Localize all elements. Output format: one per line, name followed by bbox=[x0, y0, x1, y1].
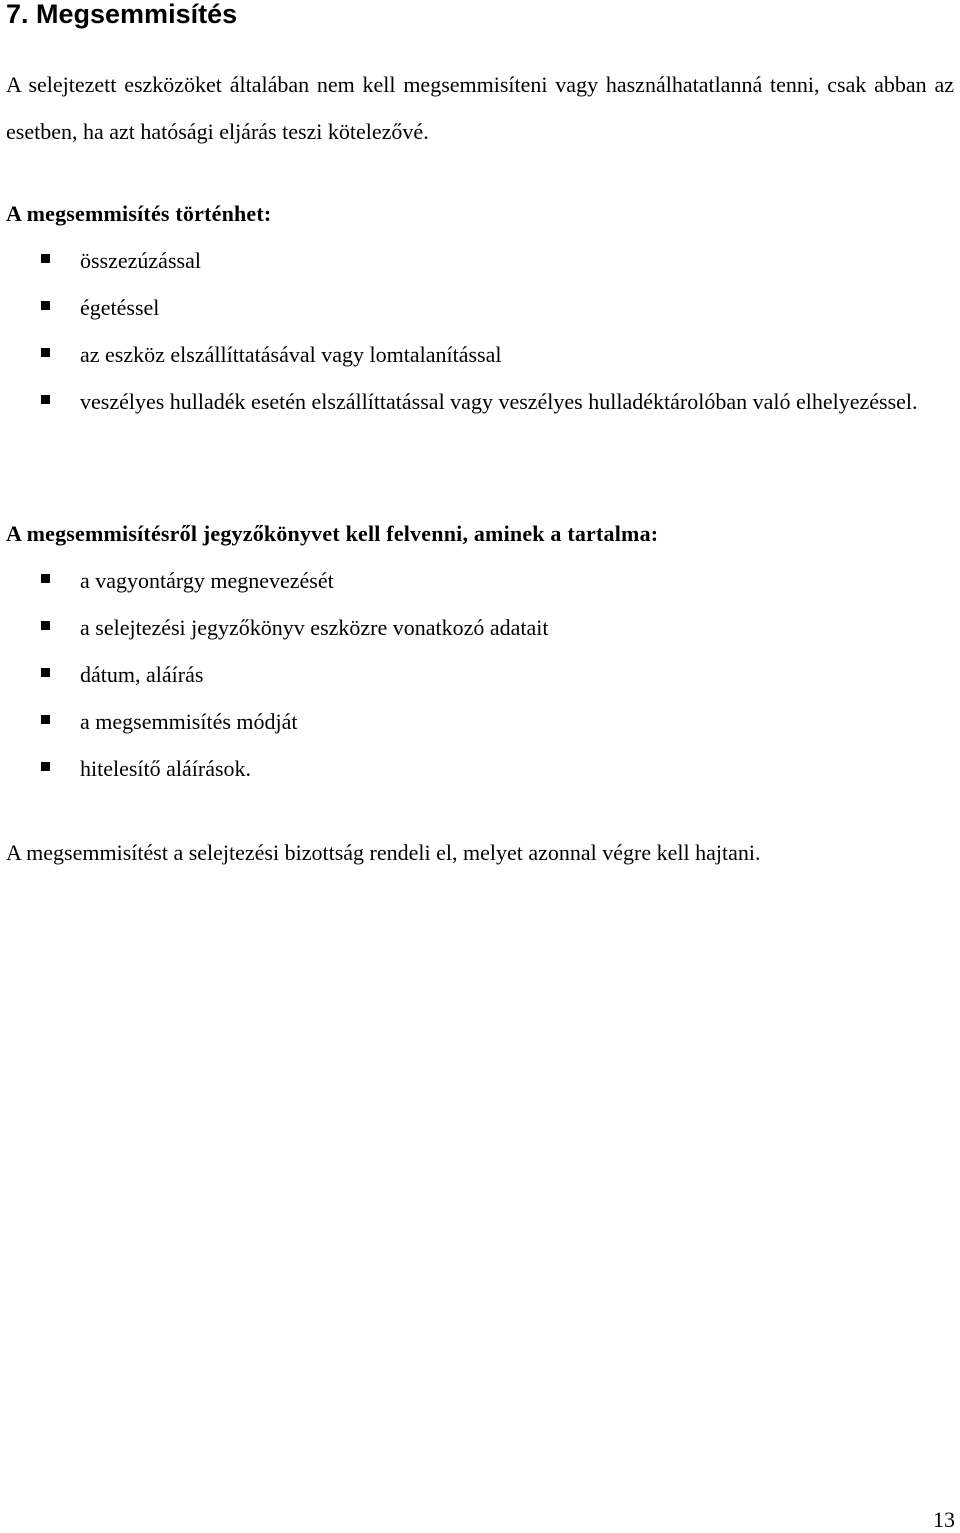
record-list bbox=[0, 557, 960, 792]
list-item bbox=[0, 698, 954, 745]
list-item-text: a vagyontárgy megnevezését bbox=[80, 568, 334, 593]
square-bullet-icon bbox=[41, 301, 50, 310]
square-bullet-icon bbox=[41, 668, 50, 677]
list-item-text: égetéssel bbox=[80, 295, 160, 320]
list-item-text: dátum, aláírás bbox=[80, 662, 204, 687]
list-item-text: a megsemmisítés módját bbox=[80, 709, 298, 734]
page-number: 13 bbox=[933, 1507, 955, 1532]
list-item bbox=[0, 284, 954, 331]
methods-list bbox=[0, 237, 960, 425]
square-bullet-icon bbox=[41, 621, 50, 630]
square-bullet-icon bbox=[41, 762, 50, 771]
list-item bbox=[0, 557, 954, 604]
list-item-text: veszélyes hulladék esetén elszállíttatással vagy veszélyes hulladéktárolóban való elhelyezéssel. bbox=[80, 389, 918, 414]
square-bullet-icon bbox=[41, 395, 50, 404]
closing-paragraph: A megsemmisítést a selejtezési bizottság rendeli el, melyet azonnal végre kell hajtani. bbox=[6, 840, 761, 865]
list-item bbox=[0, 237, 954, 284]
record-heading: A megsemmisítésről jegyzőkönyvet kell felvenni, aminek a tartalma: bbox=[6, 521, 659, 546]
list-item bbox=[0, 378, 954, 425]
list-item bbox=[0, 604, 954, 651]
square-bullet-icon bbox=[41, 715, 50, 724]
square-bullet-icon bbox=[41, 348, 50, 357]
list-item-text: hitelesítő aláírások. bbox=[80, 756, 252, 781]
list-item bbox=[0, 651, 954, 698]
section-title: 7. Megsemmisítés bbox=[6, 0, 238, 29]
intro-paragraph: A selejtezett eszközöket általában nem kell megsemmisíteni vagy használhatatlanná tenni, csak abban az esetben, ha azt hatósági eljárás teszi kötelezővé. bbox=[6, 72, 954, 144]
square-bullet-icon bbox=[41, 574, 50, 583]
list-item bbox=[0, 745, 954, 792]
methods-heading: A megsemmisítés történhet: bbox=[6, 201, 272, 226]
square-bullet-icon bbox=[41, 254, 50, 263]
list-item-text: az eszköz elszállíttatásával vagy lomtalanítással bbox=[80, 342, 502, 367]
list-item bbox=[0, 331, 954, 378]
list-item-text: összezúzással bbox=[80, 248, 201, 273]
list-item-text: a selejtezési jegyzőkönyv eszközre vonatkozó adatait bbox=[80, 615, 549, 640]
